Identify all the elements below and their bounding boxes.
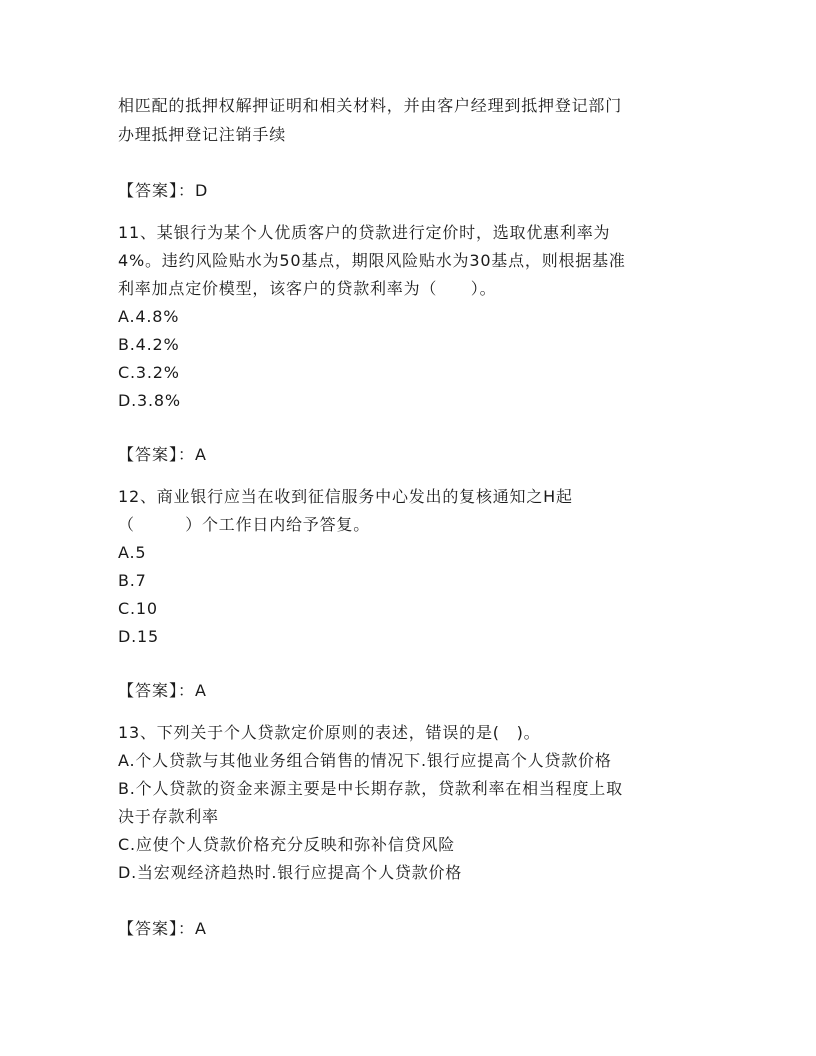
option-b-continued: 决于存款利率 xyxy=(118,807,219,826)
question-stem: 11、某银行为某个人优质客户的贷款进行定价时，选取优惠利率为 xyxy=(118,223,611,242)
intro-line: 相匹配的抵押权解押证明和相关材料，并由客户经理到抵押登记部门 xyxy=(118,96,623,115)
option-c: C.3.2% xyxy=(118,363,180,382)
answer-label: 【答案】：A xyxy=(118,445,207,464)
option-a: A.个人贷款与其他业务组合销售的情况下.银行应提高个人贷款价格 xyxy=(118,751,612,770)
question-stem: 13、下列关于个人贷款定价原则的表述，错误的是( )。 xyxy=(118,723,541,742)
answer-label: 【答案】：A xyxy=(118,681,207,700)
option-d: D.15 xyxy=(118,627,159,646)
option-c: C.应使个人贷款价格充分反映和弥补信贷风险 xyxy=(118,835,456,854)
option-b: B.个人贷款的资金来源主要是中长期存款，贷款利率在相当程度上取 xyxy=(118,779,623,798)
intro-line: 办理抵押登记注销手续 xyxy=(118,125,287,144)
answer-label: 【答案】：A xyxy=(118,919,207,938)
option-b: B.7 xyxy=(118,571,147,590)
option-c: C.10 xyxy=(118,599,158,618)
question-stem: 利率加点定价模型，该客户的贷款利率为（ ）。 xyxy=(118,279,497,298)
question-stem: （ ）个工作日内给予答复。 xyxy=(118,515,371,534)
question-stem: 4%。违约风险贴水为50基点，期限风险贴水为30基点，则根据基准 xyxy=(118,251,626,270)
option-d: D.当宏观经济趋热时.银行应提高个人贷款价格 xyxy=(118,863,463,882)
option-a: A.4.8% xyxy=(118,307,180,326)
option-d: D.3.8% xyxy=(118,391,181,410)
option-b: B.4.2% xyxy=(118,335,180,354)
question-stem: 12、商业银行应当在收到征信服务中心发出的复核通知之H起 xyxy=(118,487,573,506)
option-a: A.5 xyxy=(118,543,147,562)
answer-label: 【答案】：D xyxy=(118,181,209,200)
